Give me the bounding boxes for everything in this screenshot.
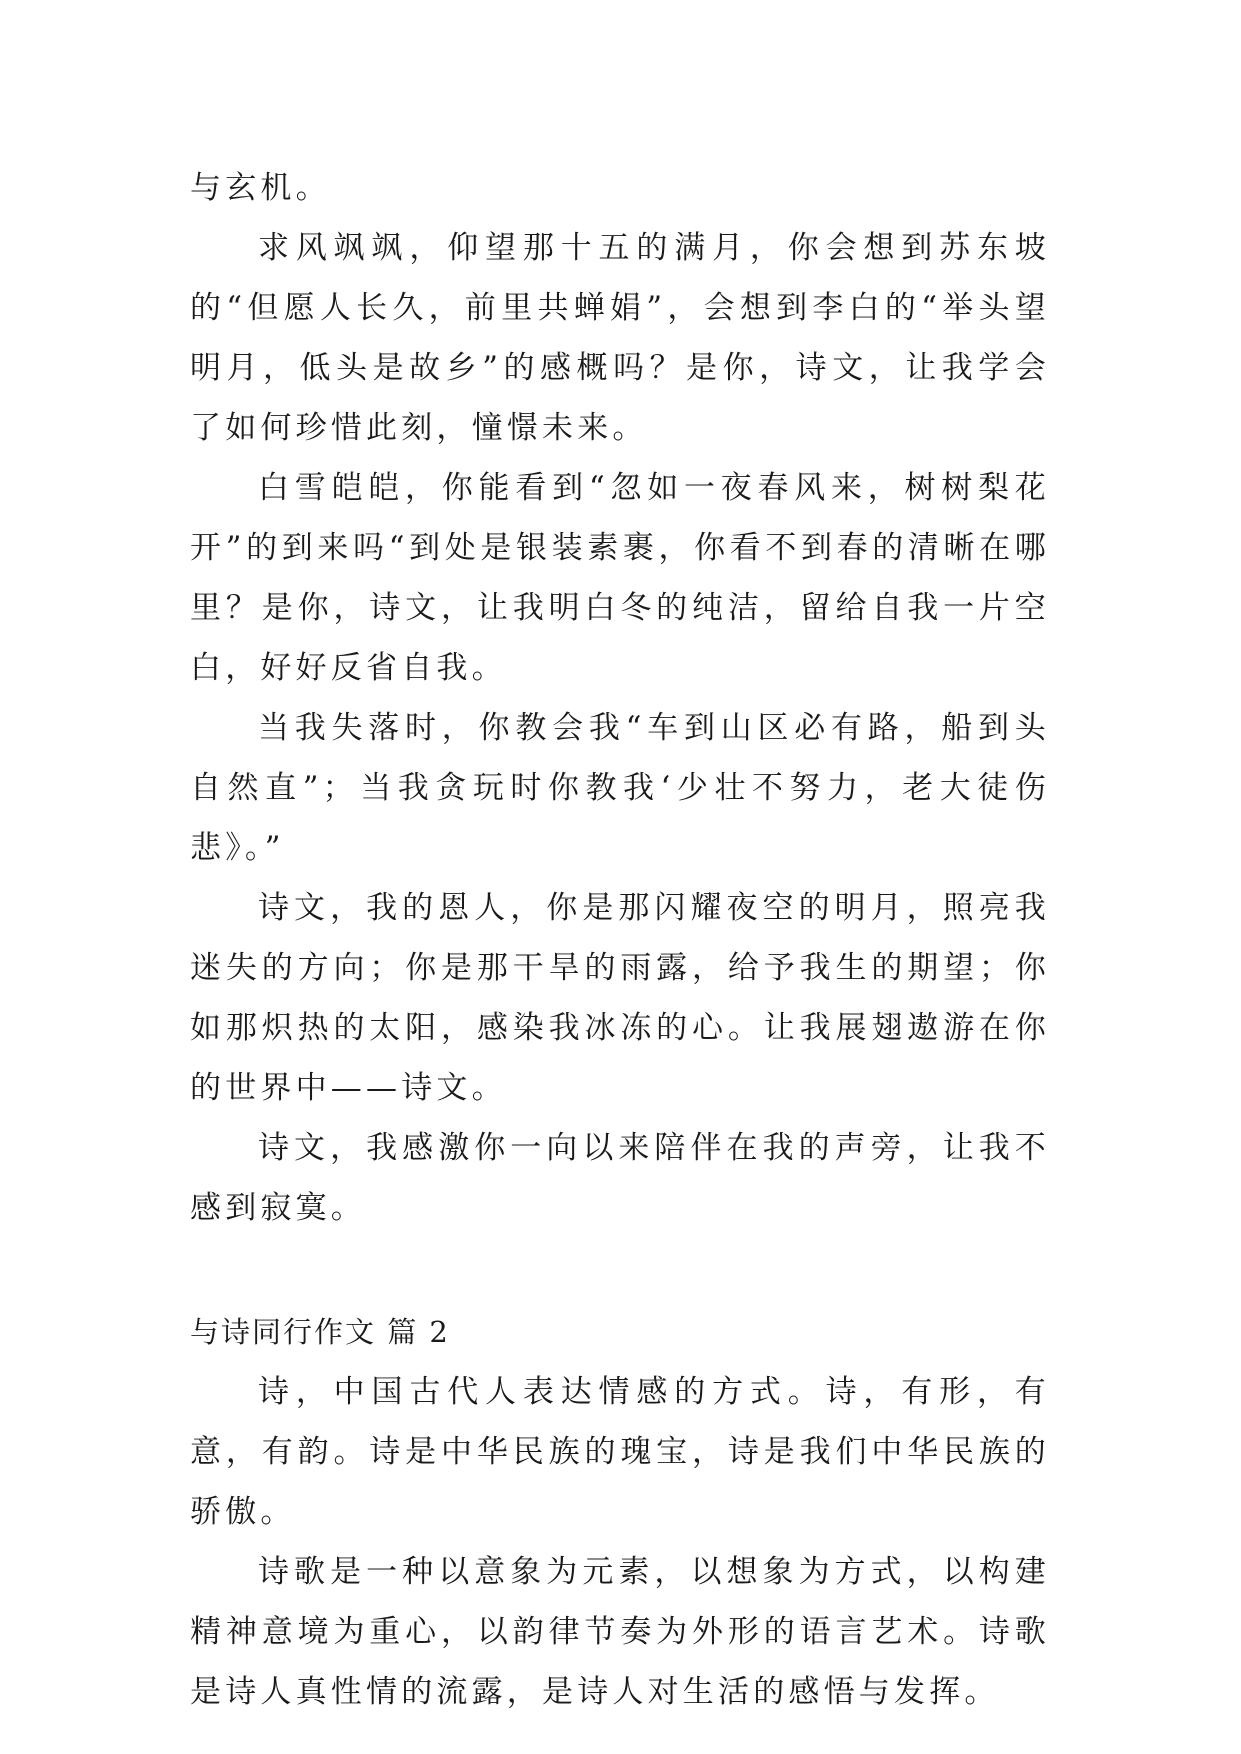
paragraph-poetry-art: 诗歌是一种以意象为元素，以想象为方式，以构建精神意境为重心，以韵律节奏为外形的语言艺术。诗歌是诗人真性情的流露，是诗人对生活的感悟与发挥。 [190, 1554, 1050, 1710]
paragraph-benefactor: 诗文，我的恩人，你是那闪耀夜空的明月，照亮我迷失的方向；你是那干旱的雨露，给予我生的期望；你如那炽热的太阳，感染我冰冻的心。让我展翅遨游在你的世界中——诗文。 [190, 890, 1050, 1106]
paragraph-mid-autumn: 求风飒飒，仰望那十五的满月，你会想到苏东坡的“但愿人长久，前里共蝉娟”，会想到李白的“举头望明月，低头是故乡”的感概吗？是你，诗文，让我学会了如何珍惜此刻，憧憬未来。 [190, 230, 1050, 446]
paragraph-gratitude: 诗文，我感激你一向以来陪伴在我的声旁，让我不感到寂寞。 [190, 1130, 1050, 1226]
paragraph-winter: 白雪皑皑，你能看到“忽如一夜春风来，树树梨花开”的到来吗“到处是银装素裹，你看不到春的清晰在哪里？是你，诗文，让我明白冬的纯洁，留给自我一片空白，好好反省自我。 [190, 470, 1050, 686]
paragraph-continuation: 与玄机。 [190, 170, 331, 206]
document-page [190, 158, 1050, 1722]
section-heading: 与诗同行作文 篇 2 [190, 1315, 450, 1349]
paragraph-poetry-intro: 诗，中国古代人表达情感的方式。诗，有形，有意，有韵。诗是中华民族的瑰宝，诗是我们中华民族的骄傲。 [190, 1374, 1050, 1530]
section-gap [190, 1238, 1050, 1302]
paragraph-lost: 当我失落时，你教会我“车到山区必有路，船到头自然直”；当我贪玩时你教我‘少壮不努力，老大徒伤悲》。” [190, 710, 1050, 866]
